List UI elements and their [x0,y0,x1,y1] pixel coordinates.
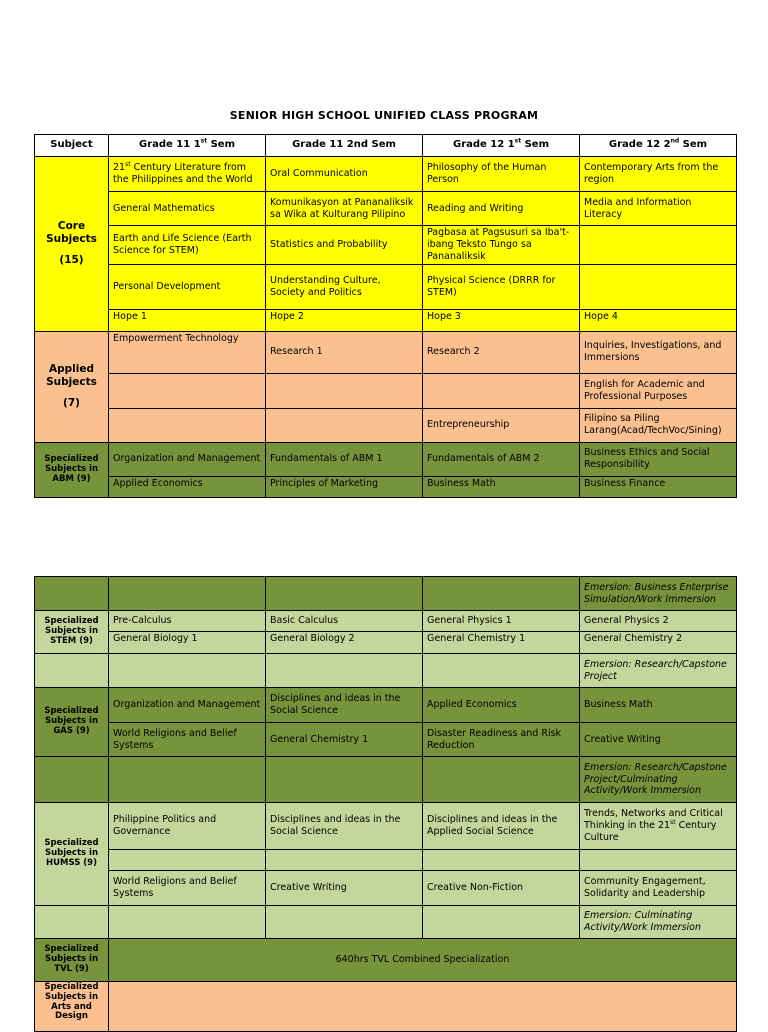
table-row [35,157,737,192]
table-cell: Hope 1 [109,309,266,331]
table-row [35,654,737,688]
table-cell: Disciplines and ideas in the Social Science [266,688,423,723]
table-cell: Inquiries, Investigations, and Immersions [580,331,737,373]
table-row [35,906,737,939]
table-cell: Disciplines and ideas in the Social Science [266,803,423,850]
table-cell: Physical Science (DRRR for STEM) [423,264,580,309]
table-cell [109,850,266,871]
core-subjects-label: Core Subjects (15) [35,157,109,332]
table-row [35,982,737,1032]
table-cell: Hope 3 [423,309,580,331]
table-cell [266,757,423,803]
table-cell [423,373,580,408]
table-row [35,577,737,611]
table-cell: General Mathematics [109,192,266,226]
table-cell: Philosophy of the Human Person [423,157,580,192]
table-row [35,264,737,309]
table-cell: Understanding Culture, Society and Politics [266,264,423,309]
abm-emersion-cell: Emersion: Business Enterprise Simulation/Work Immersion [580,577,737,611]
table-row [35,939,737,982]
table-cell: Creative Writing [580,723,737,757]
table-cell: Contemporary Arts from the region [580,157,737,192]
table-cell: Basic Calculus [266,611,423,632]
stem-emersion-cell: Emersion: Research/Capstone Project [580,654,737,688]
table-cell: Business Ethics and Social Responsibility [580,442,737,476]
table-cell [109,982,737,1032]
table-cell [109,408,266,442]
table-cell [266,654,423,688]
table-row [35,309,737,331]
table-cell [423,654,580,688]
table-cell: Statistics and Probability [266,226,423,265]
table-cell: Empowerment Technology [109,331,266,373]
table-row [35,723,737,757]
table-cell [266,373,423,408]
table-cell: Organization and Management [109,442,266,476]
table-cell [35,577,109,611]
tvl-subjects-label: Specialized Subjects in TVL (9) [35,939,109,982]
table-cell [266,850,423,871]
table-cell: Creative Writing [266,871,423,906]
tvl-specialization-cell: 640hrs TVL Combined Specialization [109,939,737,982]
table-row [35,476,737,497]
table-cell: Fundamentals of ABM 2 [423,442,580,476]
table-cell [423,850,580,871]
table-cell [35,757,109,803]
table-row [35,226,737,265]
table-cell [266,906,423,939]
table-cell: Organization and Management [109,688,266,723]
table-cell [109,373,266,408]
stem-subjects-label: Specialized Subjects in STEM (9) [35,611,109,654]
class-program-table-2 [34,576,737,1032]
table-cell [580,264,737,309]
table-cell: General Chemistry 2 [580,632,737,654]
table-cell [580,226,737,265]
table-row [35,331,737,373]
table-row [35,803,737,850]
table-cell: Pagbasa at Pagsusuri sa Iba't-ibang Teksto Tungo sa Pananaliksik [423,226,580,265]
abm-subjects-label: Specialized Subjects in ABM (9) [35,442,109,497]
header-grade11-sem1: Grade 11 1st Sem [109,135,266,157]
table-cell: Filipino sa Piling Larang(Acad/TechVoc/Sining) [580,408,737,442]
table-row [35,442,737,476]
table-cell: Business Math [423,476,580,497]
table-cell: Hope 4 [580,309,737,331]
table-cell: English for Academic and Professional Purposes [580,373,737,408]
table-cell: Disciplines and ideas in the Applied Social Science [423,803,580,850]
table-cell: Trends, Networks and Critical Thinking in the 21st Century Culture [580,803,737,850]
table-cell: Business Math [580,688,737,723]
table-row [35,757,737,803]
table-cell [109,654,266,688]
table-row [35,408,737,442]
table-row [35,632,737,654]
humss-subjects-label: Specialized Subjects in HUMSS (9) [35,803,109,906]
table-cell: Applied Economics [109,476,266,497]
table-cell [109,757,266,803]
gas-subjects-label: Specialized Subjects in GAS (9) [35,688,109,757]
table-cell [423,757,580,803]
humss-emersion-cell: Emersion: Culminating Activity/Work Immersion [580,906,737,939]
table-cell: Hope 2 [266,309,423,331]
table-cell [109,577,266,611]
table-cell: General Physics 2 [580,611,737,632]
table-cell: Community Engagement, Solidarity and Leadership [580,871,737,906]
table-cell [266,577,423,611]
table-cell [423,906,580,939]
header-grade12-sem2: Grade 12 2nd Sem [580,135,737,157]
table-cell: Fundamentals of ABM 1 [266,442,423,476]
table-cell [109,906,266,939]
header-grade12-sem1: Grade 12 1st Sem [423,135,580,157]
table-row [35,871,737,906]
table-cell: Philippine Politics and Governance [109,803,266,850]
table-cell: Research 2 [423,331,580,373]
table-cell: 21st Century Literature from the Philippines and the World [109,157,266,192]
table-cell: Entrepreneurship [423,408,580,442]
table-cell: Business Finance [580,476,737,497]
table-cell [35,654,109,688]
table-cell [266,408,423,442]
arts-design-subjects-label: Specialized Subjects in Arts and Design [35,982,109,1032]
gas-emersion-cell: Emersion: Research/Capstone Project/Culminating Activity/Work Immersion [580,757,737,803]
table-cell: Reading and Writing [423,192,580,226]
header-row [35,135,737,157]
table-cell: Komunikasyon at Pananaliksik sa Wika at Kulturang Pilipino [266,192,423,226]
applied-subjects-label: Applied Subjects (7) [35,331,109,442]
table-cell: General Physics 1 [423,611,580,632]
table-row [35,850,737,871]
table-row [35,688,737,723]
table-cell: General Biology 1 [109,632,266,654]
table-cell: Pre-Calculus [109,611,266,632]
table-row [35,192,737,226]
table-cell: Disaster Readiness and Risk Reduction [423,723,580,757]
table-cell: Principles of Marketing [266,476,423,497]
table-cell: World Religions and Belief Systems [109,723,266,757]
header-subject: Subject [35,135,109,157]
table-cell: General Biology 2 [266,632,423,654]
table-cell: Personal Development [109,264,266,309]
table-cell [423,577,580,611]
table-cell: General Chemistry 1 [266,723,423,757]
table-cell: Creative Non-Fiction [423,871,580,906]
header-grade11-sem2: Grade 11 2nd Sem [266,135,423,157]
table-cell: Earth and Life Science (Earth Science for STEM) [109,226,266,265]
class-program-table-1 [34,134,737,498]
table-cell: Applied Economics [423,688,580,723]
table-cell [580,850,737,871]
table-cell [35,906,109,939]
table-row [35,373,737,408]
table-cell: Oral Communication [266,157,423,192]
page-title: SENIOR HIGH SCHOOL UNIFIED CLASS PROGRAM [229,109,539,122]
table-cell: Research 1 [266,331,423,373]
table-cell: Media and Information Literacy [580,192,737,226]
table-cell: World Religions and Belief Systems [109,871,266,906]
table-cell: General Chemistry 1 [423,632,580,654]
table-row [35,611,737,632]
